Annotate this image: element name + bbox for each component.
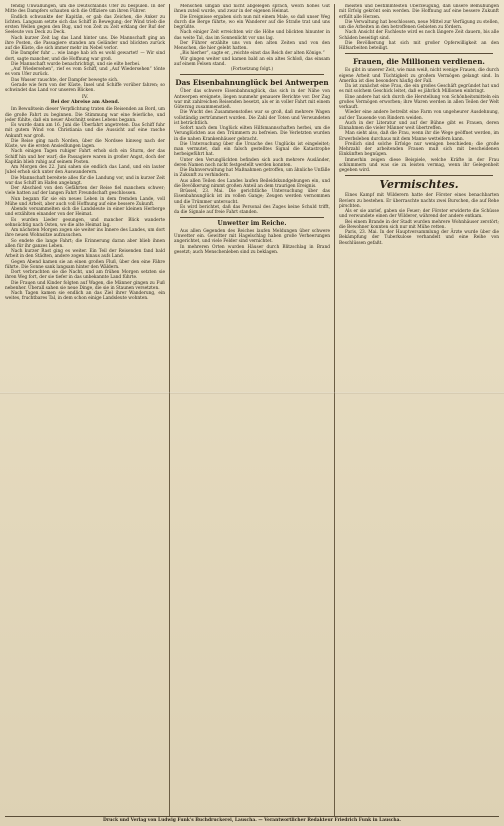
paragraph: Auch in der Literatur und auf der Bühne gibt es Frauen, deren Einnahmen die vieler Männer weit übertreffen. bbox=[339, 120, 499, 131]
paragraph: Bei einem Brande in der Stadt wurden mehrere Wohnhäuser zerstört; die Bewohner konnten sich nur mit Mühe retten. bbox=[339, 219, 499, 230]
column-middle bbox=[169, 4, 335, 816]
paragraph: Menschen umgab und nicht abgelegen sprach, welch hohes Gut ihnen zuteil wurde, und zwar in der eigenen Heimat. bbox=[174, 4, 330, 15]
paragraph: Man sieht also, daß die Frau, wenn ihr die Wege geöffnet werden, im Erwerbsleben durchaus mit dem Manne wetteifern kann. bbox=[339, 131, 499, 142]
paragraph: Dort verbrachten sie die Nacht, und am frühen Morgen setzten sie ihren Weg fort, der sie tiefer in das unbekannte Land führte. bbox=[5, 270, 165, 281]
article-headline-storm: Unwetter im Reiche. bbox=[217, 220, 287, 228]
article-body-storm bbox=[174, 229, 330, 255]
paragraph: Das Wasser rauschte, der Dampfer bewegte sich. bbox=[11, 77, 119, 83]
section-divider bbox=[180, 74, 324, 75]
article-headline-misc: Vermischtes. bbox=[379, 178, 459, 192]
chapter-number: IV. bbox=[81, 94, 89, 101]
paragraph: Es wurden Lieder gesungen, und mancher Blick wanderte sehnsüchtig nach Osten, wo die alte Heimat lag. bbox=[5, 217, 165, 228]
column-right bbox=[335, 4, 499, 816]
section-divider bbox=[345, 175, 493, 176]
section-divider bbox=[345, 53, 493, 54]
paragraph: Unter den Verunglückten befinden sich auch mehrere Ausländer, deren Namen noch nicht festgestellt werden konnten. bbox=[174, 157, 330, 168]
paragraph: Aus allen Gegenden des Reiches laufen Meldungen über schwere Unwetter ein. Gewitter mit Hagelschlag haben große Verheerungen angerichtet, und viele Felder sind vernichtet. bbox=[174, 228, 330, 245]
chapter-body-end bbox=[5, 281, 165, 302]
paragraph: Abends versammelten sich die Landsleute in einer kleinen Herberge und erzählten einander von der Heimat. bbox=[5, 207, 165, 218]
continued-note: (Fortsetzung folgt.) bbox=[230, 67, 274, 72]
paragraph: Nun begann für sie ein neues Leben in dem fremden Lande, voll Mühe und Arbeit, aber auch voll Hoffnung auf eine bessere Zukunft. bbox=[5, 196, 165, 207]
paragraph: Die Reise ging nach Norden, über die Nordsee hinweg nach der Küste, wo die ersten Ansiedlungen lagen. bbox=[5, 138, 165, 149]
article-headline-railway: Das Eisenbahnunglück bei Antwerpen bbox=[175, 78, 329, 88]
section-divider bbox=[180, 217, 324, 218]
article-body-misc bbox=[339, 193, 499, 246]
story-continuation-middle bbox=[174, 4, 330, 67]
paragraph: Im Bewußtsein dieser Verpflichtung traten die Reisenden an Bord, um die große Fahrt zu beginnen. Die Stimmung war eine feierliche, und jeder fühlte, daß ein neuer Abschnitt seines Lebens begann. bbox=[5, 107, 165, 123]
paragraph: Wir gingen weiter und kamen bald an ein altes Schloß, das einsam auf einem Felsen stand. bbox=[174, 56, 330, 67]
paragraph: Es wird berichtet, daß das Personal des Zuges keine Schuld trifft, da die Signale auf freie Fahrt standen. bbox=[174, 204, 330, 215]
article-body-railway bbox=[174, 89, 330, 215]
paragraph: Freilich sind solche Erfolge nur wenigen beschieden; die große Mehrzahl der arbeitenden Frauen muß sich mit bescheidenen Einkünften begnügen. bbox=[339, 141, 499, 158]
paragraph: fendig Unwallungen, um die Deutschlands Ufer zu bespülen. In der Mitte des Dampfers schauten sich die Offiziere um ihren Führer. bbox=[5, 4, 165, 15]
story-continuation bbox=[5, 4, 165, 93]
paragraph: In mehreren Orten wurden Häuser durch Blitzschlag in Brand gesetzt; auch Menschenleben sind zu beklagen. bbox=[174, 244, 330, 255]
chapter-title: Bei der Abreise am Abend. bbox=[50, 100, 120, 106]
paragraph: Sofort nach dem Unglück eilten Hilfsmannschaften herbei, um die Verunglückten aus den Trümmern zu befreien. Die Verletzten wurden in die nahen Krankenhäuser gebracht. bbox=[174, 126, 330, 142]
paragraph: Nach einigen Tagen ruhiger Fahrt erhob sich ein Sturm, der das Schiff hin und her warf; die Passagiere waren in großer Angst, doch der Kapitän blieb ruhig auf seinem Posten. bbox=[5, 149, 165, 165]
paragraph: Nach kurzer Zeit lag das Land hinter uns. Die Mannschaft ging an ihre Posten, die Passagiere standen am Geländer und blickten zurück auf die Küste, die sich immer mehr im Nebel verlor. bbox=[5, 35, 165, 51]
paragraph: Am nächsten Morgen zogen sie weiter ins Innere des Landes, um dort ihre neuen Wohnsitze aufzusuchen. bbox=[5, 228, 165, 239]
paragraph: Nach Ansicht der Fachleute wird es noch längere Zeit dauern, bis alle Schäden beseitigt sind. bbox=[339, 30, 499, 41]
paragraph: Aus allen Teilen des Landes laufen Beileidskundgebungen ein, und die Bevölkerung nimmt großen Anteil an dem traurigen Ereignis. bbox=[174, 178, 330, 189]
paragraph: Eine andere hat sich durch die Herstellung von Schönheitsmitteln ein großes Vermögen erworben; ihre Waren werden in allen Teilen der Welt verkauft. bbox=[339, 94, 499, 110]
paragraph: Die Mannschaft wurde benachrichtigt, und sie eilte herbei. bbox=[11, 61, 141, 67]
paragraph: Die Dampfer fuhr ... wie lange hab ich es wohl gewartet! — Wir sind dort, sagte mancher, und die Hoffnung war groß. bbox=[5, 51, 165, 62]
paragraph: Da ist zunächst eine Frau, die ein großes Geschäft gegründet hat und es mit solchem Geschick leitet, daß es jährlich Millionen einbringt. bbox=[339, 84, 499, 95]
paragraph: Gerade wie fern von der Küste, Insel und Schiffe vorüber fahren; so schwindet das Land vor unseren Blicken. bbox=[5, 82, 165, 93]
paragraph: „Bis hierher“, sagte er, „reichte einst das Reich der alten Könige.“ bbox=[180, 51, 325, 57]
paragraph: Die Frauen und Kinder folgten auf Wagen, die Männer gingen zu Fuß nebenher. Überall sahen sie neue Dinge, die sie in Staunen versetzten. bbox=[5, 280, 165, 291]
column-left bbox=[5, 4, 169, 816]
paragraph: „Auf Wiedersehen“, rief es vom Schiff, und „Auf Wiedersehen“ tönte es vom Ufer zurück. bbox=[5, 67, 165, 78]
paragraph: Der Abschied von den Gefährten der Reise fiel manchem schwer; viele hatten auf der langen Fahrt Freundschaft geschlossen. bbox=[5, 186, 165, 197]
article-body-women bbox=[339, 68, 499, 173]
paragraph: Über das schwere Eisenbahnunglück, das sich in der Nähe von Antwerpen ereignete, liegen nunmehr genauere Berichte vor. Der Zug war mit zahlreichen Reisenden besetzt, als er in voller Fahrt mit einem Güterzug zusammenstieß. bbox=[174, 89, 330, 110]
article-headline-women: Frauen, die Millionen verdienen. bbox=[353, 57, 485, 67]
paragraph: Die Mannschaft bereitete alles für die Landung vor, und in kurzer Zeit war das Schiff im Hafen angelangt. bbox=[5, 175, 165, 186]
paragraph: Wieder eine andere betreibt eine Farm von ungeheurer Ausdehnung, auf der Tausende von Rindern weiden. bbox=[339, 110, 499, 121]
paragraph: Nach Tagen kamen sie endlich an das Ziel ihrer Wanderung, ein weites, fruchtbares Tal, in dem schon einige Landsleute wohnten. bbox=[5, 291, 165, 302]
paragraph: Eines Kampf mit Wilderern hatte der Förster eines benachbarten Reviers zu bestehen. Er überraschte nachts zwei Burschen, die auf Rehe pirschten. bbox=[339, 193, 499, 209]
paragraph: Die Ereignisse ergaben sich nun mit einem Male, so daß unser Weg durch die Berge führte, wo ein Wanderer auf die Straße trat und uns begrüßte. bbox=[174, 14, 330, 30]
article-body-top bbox=[339, 4, 499, 51]
imprint-footer: Druck und Verlag von Ludwig Funk's Buchdruckerei, Lauscha. — Verantwortlicher Redakteur Friedrich Funk in Lauscha. bbox=[5, 816, 499, 824]
paragraph: So endete die lange Fahrt; die Erinnerung daran aber blieb ihnen allen für ihr ganzes Leben. bbox=[5, 238, 165, 249]
paragraph: Die Bevölkerung hat sich mit großer Opferwilligkeit an den Hilfsarbeiten beteiligt. bbox=[339, 40, 499, 51]
paragraph: Die Untersuchung über die Ursache des Unglücks ist eingeleitet; man vermutet, daß ein falsch gestelltes Signal die Katastrophe herbeigeführt hat. bbox=[174, 141, 330, 158]
paragraph: Es wurde dann am 16. Juni die Überfahrt angetreten. Das Schiff fuhr mit gutem Wind von Christiania und die Aussicht auf eine rasche Ankunft war groß. bbox=[5, 123, 165, 139]
paragraph: Endlich schwankte der Kapitän, er gab das Zeichen, die Anker zu lichten. Langsam setzte sich das Schiff in Bewegung; der Wind trieb die ersten Wellen gegen den Bug, und von Zeit zu Zeit erklang der Ruf der Seeleute von Deck zu Deck. bbox=[5, 14, 165, 36]
paragraph: Der Führer erzählte uns von den alten Zeiten und von den Menschen, die hier gelebt hatten. bbox=[174, 40, 330, 51]
paragraph: Nach kurzer Rast ging es weiter. Ein Teil der Reisenden fand bald Arbeit in den Städten, andere zogen hinaus aufs Land. bbox=[5, 249, 165, 260]
paragraph: Die Verwaltung hat beschlossen, neue Mittel zur Verfügung zu stellen, um die Arbeiten in den betroffenen Gebieten zu fördern. bbox=[339, 19, 499, 30]
paragraph: Gegen Abend kamen sie an einen großen Fluß, über den eine Fähre führte. Die Sonne sank langsam hinter den Wäldern. bbox=[5, 259, 165, 270]
paragraph: Am Morgen des 22. Juni sahen sie endlich das Land, und ein lauter Jubel erhob sich unter den Auswanderern. bbox=[5, 165, 165, 176]
paragraph: Es gibt in unserer Zeit, wie man weiß, nicht wenige Frauen, die durch eigene Arbeit und Tüchtigkeit zu großem Vermögen gelangt sind. In Amerika ist dies besonders häufig der Fall. bbox=[339, 68, 499, 84]
paragraph: Die Bahnverwaltung hat Maßnahmen getroffen, um ähnliche Unfälle in Zukunft zu verhindern. bbox=[174, 168, 330, 179]
paragraph: Brüssel, 23. Mai. Die gerichtliche Untersuchung über das Eisenbahnunglück ist im vollen Gange; Zeugen werden vernommen und die Trümmer untersucht. bbox=[174, 189, 330, 205]
paragraph: Nach einiger Zeit erreichten wir die Höhe und blickten hinunter in das weite Tal, das im Sonnenlicht vor uns lag. bbox=[174, 30, 330, 41]
column-layout bbox=[5, 4, 499, 816]
paragraph: Die Wucht des Zusammenstoßes war so groß, daß mehrere Wagen vollständig zertrümmert wurden. Die Zahl der Toten und Verwundeten ist beträchtlich. bbox=[174, 110, 330, 126]
chapter-body bbox=[5, 107, 165, 280]
paragraph: meisten und bestimmtesten Überzeugung, daß unsere Bemühungen mit Erfolg gekrönt sein werden. Die Hoffnung auf eine bessere Zukunft erfüllt alle Herzen. bbox=[339, 4, 499, 20]
paragraph: Paris, 23. Mai. In der Hauptversammlung der Ärzte wurde über die Bekämpfung der Tuberkulose verhandelt und eine Reihe von Beschlüssen gefaßt. bbox=[339, 230, 499, 246]
paragraph: Immerhin zeigen diese Beispiele, welche Kräfte in der Frau schlummern und was sie zu leisten vermag, wenn ihr Gelegenheit gegeben wird. bbox=[339, 157, 499, 173]
paragraph: Als er sie anrief, gaben sie Feuer; der Förster erwiderte die Schüsse und verwundete einen der Wilderer, während der andere entkam. bbox=[339, 209, 499, 220]
